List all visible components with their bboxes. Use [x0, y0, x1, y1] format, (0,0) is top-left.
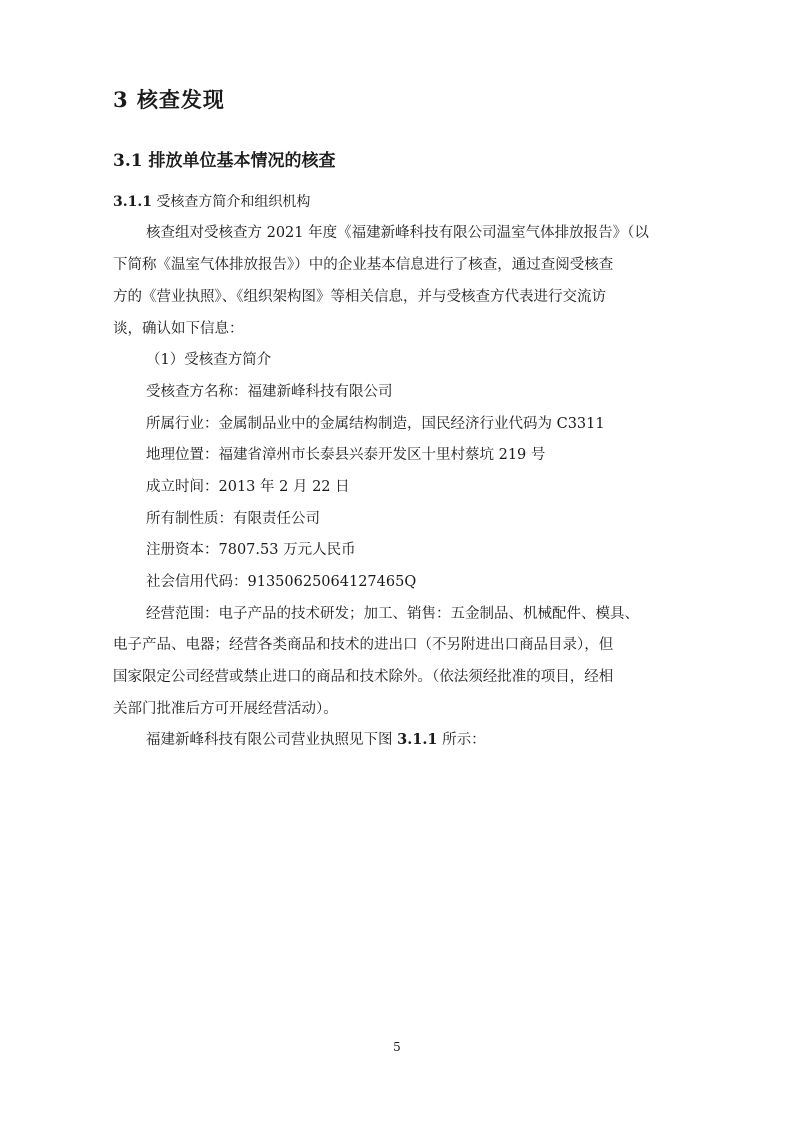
info-line-location: 地理位置：福建省漳州市长泰县兴泰开发区十里村蔡坑 219 号 [146, 447, 546, 463]
scope-line: 电子产品、电器；经营各类商品和技术的进出口（不另附进出口商品目录），但 [113, 637, 614, 653]
scope-line: 关部门批准后方可开展经营活动）。 [113, 701, 338, 717]
subsubsection-number: 3.1.1 [113, 194, 152, 210]
page-number: 5 [393, 1040, 401, 1054]
figure-reference-text: 福建新峰科技有限公司营业执照见下图 [146, 732, 393, 748]
intro-line: 谈，确认如下信息： [113, 321, 244, 337]
section-heading: 3 核查发现 [113, 87, 225, 112]
intro-line: 核查组对受核查方 2021 年度《福建新峰科技有限公司温室气体排放报告》（以 [146, 225, 649, 241]
figure-reference [146, 730, 486, 750]
scope-line: 经营范围：电子产品的技术研发；加工、销售：五金制品、机械配件、模具、 [146, 606, 639, 622]
subsubsection-heading [113, 191, 310, 211]
info-line-ownership: 所有制性质：有限责任公司 [146, 511, 320, 527]
scope-line: 国家限定公司经营或禁止进口的商品和技术除外。（依法须经批准的项目，经相 [113, 669, 614, 685]
info-line-industry: 所属行业：金属制品业中的金属结构制造，国民经济行业代码为 C3311 [146, 416, 605, 432]
info-line-credit-code: 社会信用代码：91350625064127465Q [146, 574, 417, 590]
figure-reference-suffix: 所示： [442, 732, 486, 748]
subsubsection-title: 受核查方简介和组织机构 [156, 194, 311, 210]
intro-line: 下简称《温室气体排放报告》）中的企业基本信息进行了核查，通过查阅受核查 [113, 257, 614, 273]
info-subheading: （1）受核查方简介 [146, 352, 272, 368]
info-line-founded: 成立时间：2013 年 2 月 22 日 [146, 479, 350, 495]
figure-number: 3.1.1 [397, 731, 438, 748]
info-line-name: 受核查方名称：福建新峰科技有限公司 [146, 384, 393, 400]
intro-line: 方的《营业执照》、《组织架构图》等相关信息，并与受核查方代表进行交流访 [113, 289, 606, 305]
info-line-capital: 注册资本：7807.53 万元人民币 [146, 542, 356, 558]
subsection-heading: 3.1 排放单位基本情况的核查 [113, 151, 336, 171]
